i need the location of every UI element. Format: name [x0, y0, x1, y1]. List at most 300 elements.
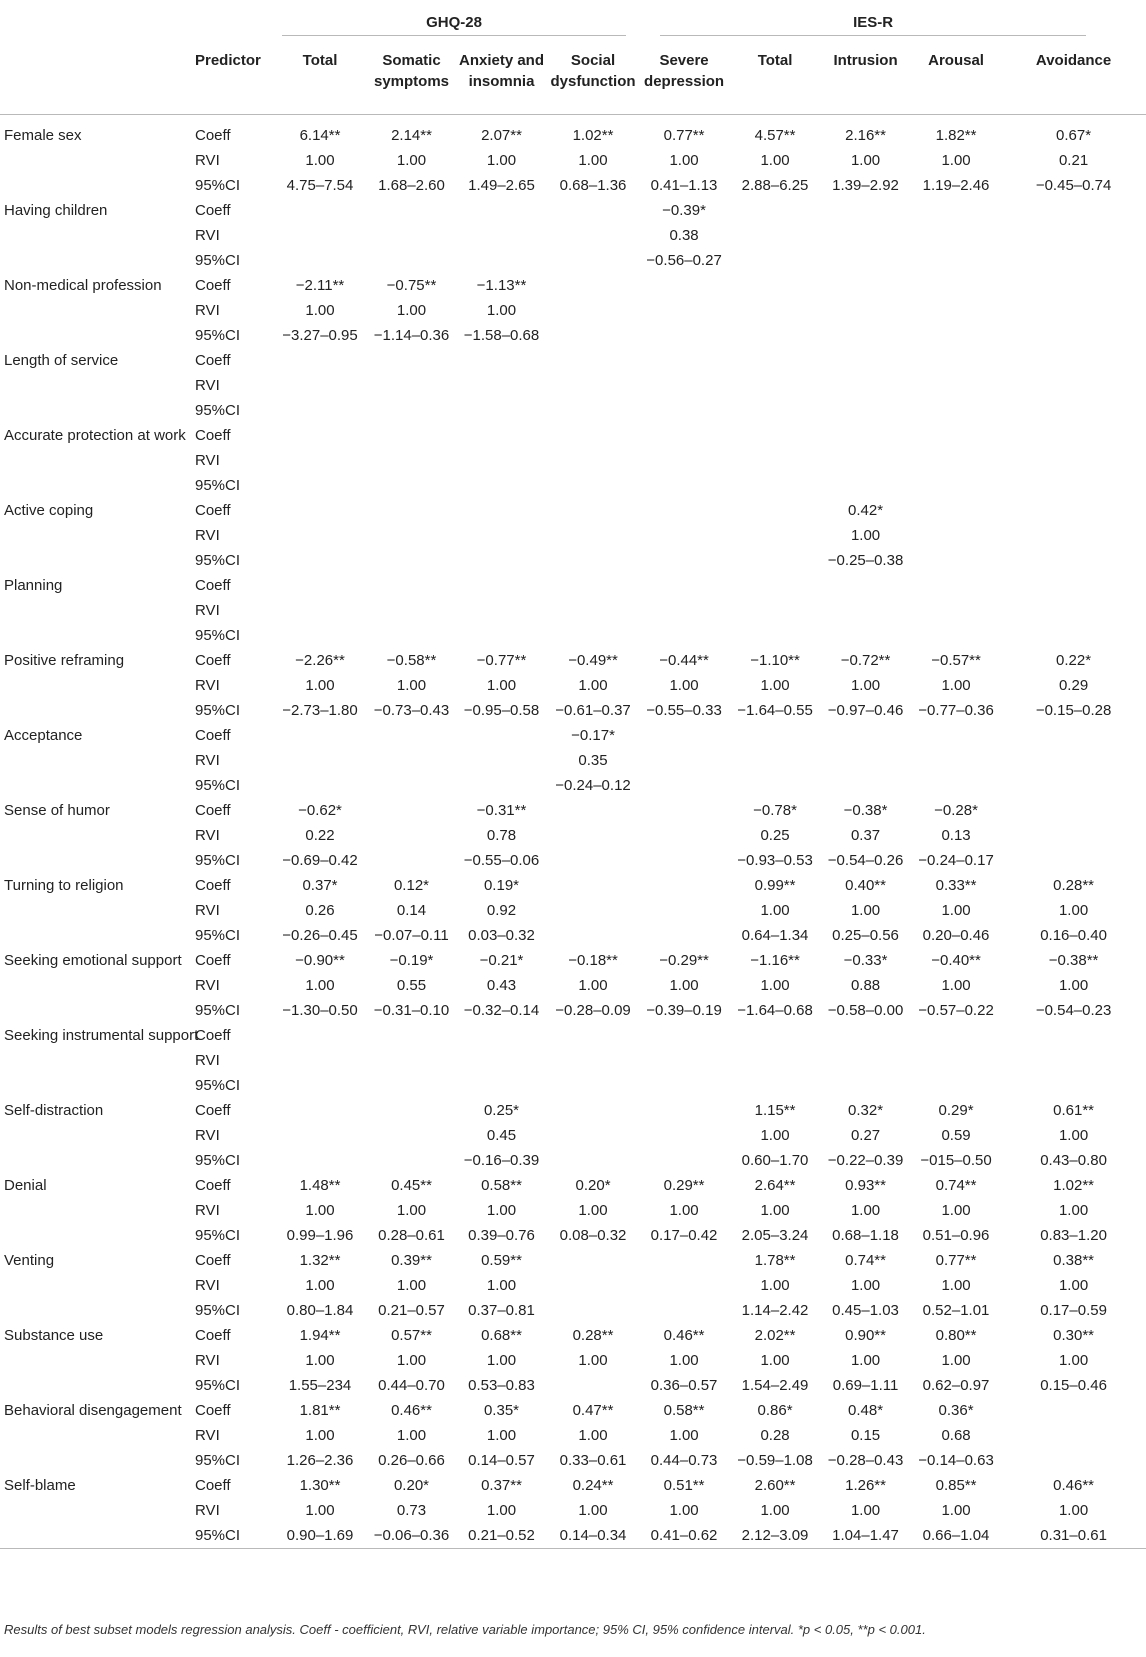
stat-label: RVI [195, 1127, 220, 1144]
stat-value: −2.26** [295, 652, 345, 669]
stat-value [455, 373, 548, 398]
stat-value [368, 348, 455, 373]
stat-value: 1.26–2.36 [286, 1452, 354, 1469]
stat-value: 0.61** [1053, 1102, 1095, 1119]
stat-value: 1.00 [669, 677, 699, 694]
stat-value: 1.54–2.49 [741, 1377, 809, 1394]
stat-value [911, 723, 1001, 748]
stat-value [1001, 1073, 1146, 1098]
predictor-label: Planning [4, 577, 63, 594]
stat-value: −0.97–0.46 [827, 702, 904, 719]
table-row [0, 773, 1146, 798]
stat-value [730, 198, 820, 223]
stat-value: 0.14 [396, 902, 427, 919]
stat-value: −0.32–0.14 [463, 1002, 540, 1019]
stat-value: 1.00 [578, 1202, 608, 1219]
table-row [0, 673, 1146, 698]
column-header [730, 46, 820, 115]
stat-value [548, 448, 638, 473]
stat-value [638, 573, 730, 598]
stat-label: Coeff [195, 1252, 231, 1269]
stat-value [820, 298, 911, 323]
stat-value [638, 348, 730, 373]
stat-value [1001, 848, 1146, 873]
stat-value: −0.55–0.33 [646, 702, 722, 719]
predictor-label [0, 598, 195, 623]
table-row [0, 1423, 1146, 1448]
stat-value: 1.00 [669, 1202, 699, 1219]
stat-value: 0.46** [663, 1327, 705, 1344]
stat-value [548, 373, 638, 398]
stat-value [455, 598, 548, 623]
stat-value [272, 448, 368, 473]
stat-value: −0.49** [568, 652, 618, 669]
stat-value [1001, 723, 1146, 748]
stat-value: 1.00 [396, 1427, 427, 1444]
stat-value [730, 498, 820, 523]
predictor-label [0, 623, 195, 648]
stat-value: 1.00 [396, 677, 427, 694]
stat-label: Coeff [195, 277, 231, 294]
table-row [0, 723, 1146, 748]
stat-value: 0.37** [481, 1477, 522, 1494]
stat-value: 1.00 [1058, 1502, 1089, 1519]
stat-value [730, 373, 820, 398]
stat-label: 95%CI [195, 1152, 241, 1169]
stat-value: 1.00 [578, 1427, 608, 1444]
predictor-label: Seeking instrumental support [4, 1027, 199, 1044]
stat-value [272, 373, 368, 398]
table-row [0, 1323, 1146, 1348]
stat-value [820, 623, 911, 648]
stat-value [548, 248, 638, 273]
stat-value [548, 1048, 638, 1073]
stat-label: Coeff [195, 1102, 231, 1119]
stat-value [272, 623, 368, 648]
predictor-label [0, 773, 195, 798]
stat-value: 2.14** [391, 127, 432, 144]
stat-value [455, 1048, 548, 1073]
stat-value: 1.00 [941, 1277, 971, 1294]
stat-value [548, 1098, 638, 1123]
stat-value: 0.19* [483, 877, 520, 894]
table-row [0, 248, 1146, 273]
stat-value: −0.24–0.17 [918, 852, 994, 869]
stat-value: 1.00 [760, 677, 790, 694]
stat-value [911, 1048, 1001, 1073]
predictor-label: Having children [4, 202, 108, 219]
stat-value [455, 548, 548, 573]
stat-value: −0.33* [843, 952, 888, 969]
stat-value: 1.00 [1058, 1202, 1089, 1219]
stat-value [730, 623, 820, 648]
predictor-label [0, 1198, 195, 1223]
stat-value: 1.00 [578, 152, 608, 169]
stat-label: Coeff [195, 1477, 231, 1494]
stat-value: 0.42* [848, 502, 884, 519]
stat-label: Coeff [195, 877, 231, 894]
stat-value: 4.75–7.54 [286, 177, 354, 194]
stat-value: 0.51–0.96 [922, 1227, 990, 1244]
stat-value: 0.03–0.32 [468, 927, 535, 944]
stat-value: 1.00 [1058, 1127, 1089, 1144]
table-row [0, 948, 1146, 973]
stat-value: 0.55 [396, 977, 427, 994]
stat-value [638, 1248, 730, 1273]
stat-value: 0.62–0.97 [922, 1377, 990, 1394]
stat-value [911, 423, 1001, 448]
stat-value: 1.30** [299, 1477, 341, 1494]
stat-value [272, 1073, 368, 1098]
stat-value: 0.47** [572, 1402, 614, 1419]
predictor-label [0, 1373, 195, 1398]
predictor-label: Acceptance [4, 727, 83, 744]
stat-value: 1.00 [486, 1277, 517, 1294]
stat-label: RVI [195, 752, 220, 769]
stat-value [455, 773, 548, 798]
stat-value [911, 623, 1001, 648]
predictor-label: Sense of humor [4, 802, 110, 819]
stat-value [730, 348, 820, 373]
stat-value: −0.62* [298, 802, 342, 819]
predictor-label [0, 398, 195, 423]
stat-value [368, 448, 455, 473]
stat-value: 1.00 [941, 977, 971, 994]
stat-value [455, 723, 548, 748]
stat-value [548, 298, 638, 323]
predictor-label [0, 823, 195, 848]
stat-value [911, 473, 1001, 498]
stat-value [1001, 473, 1146, 498]
stat-value: 0.39** [391, 1252, 432, 1269]
table-row [0, 523, 1146, 548]
stat-value [272, 1148, 368, 1173]
stat-value [638, 598, 730, 623]
stat-value: −1.58–0.68 [463, 327, 540, 344]
predictor-label [0, 1348, 195, 1373]
table-row [0, 448, 1146, 473]
stat-value: −0.58** [386, 652, 437, 669]
stat-value [638, 1048, 730, 1073]
stat-value [820, 348, 911, 373]
table-row [0, 1348, 1146, 1373]
stat-value [638, 498, 730, 523]
stat-value: 0.43–0.80 [1040, 1152, 1107, 1169]
stat-value: 0.35* [483, 1402, 520, 1419]
stat-value: 2.16** [845, 127, 886, 144]
stat-value: 1.00 [760, 902, 790, 919]
stat-value [638, 623, 730, 648]
stat-label: 95%CI [195, 252, 241, 269]
table-row [0, 1523, 1146, 1549]
stat-value: −0.69–0.42 [282, 852, 358, 869]
stat-value: 0.33** [935, 877, 977, 894]
stat-value: 1.78** [754, 1252, 796, 1269]
stat-value [730, 748, 820, 773]
stat-value [548, 523, 638, 548]
stat-value [638, 748, 730, 773]
predictor-label [0, 223, 195, 248]
stat-value [548, 398, 638, 423]
stat-value: −0.39–0.19 [646, 1002, 722, 1019]
table-row [0, 473, 1146, 498]
stat-label: Coeff [195, 577, 231, 594]
stat-value: 1.00 [760, 152, 790, 169]
predictor-label: Self-distraction [4, 1102, 104, 1119]
stat-value [455, 348, 548, 373]
stat-value: 1.00 [486, 1502, 517, 1519]
stat-value [548, 423, 638, 448]
table-row [0, 698, 1146, 723]
stat-value [820, 723, 911, 748]
stat-value [820, 773, 911, 798]
stat-value: 0.59 [941, 1127, 971, 1144]
stat-value [368, 1023, 455, 1048]
column-header-line: insomnia [468, 73, 535, 90]
stat-value: 0.92 [486, 902, 517, 919]
stat-value [638, 298, 730, 323]
stat-value: −1.30–0.50 [282, 1002, 358, 1019]
stat-value: 0.32* [848, 1102, 884, 1119]
stat-value [911, 1073, 1001, 1098]
stat-value: −0.75** [386, 277, 437, 294]
stat-value: −0.72** [840, 652, 891, 669]
stat-value [272, 423, 368, 448]
column-header-row [0, 46, 1146, 115]
table-row [0, 423, 1146, 448]
stat-value: 1.00 [305, 302, 335, 319]
stat-value: 0.12* [393, 877, 430, 894]
stat-value: 0.31–0.61 [1001, 1523, 1146, 1549]
predictor-label [0, 473, 195, 498]
stat-value [1001, 1398, 1146, 1423]
stat-label: 95%CI [195, 1077, 241, 1094]
table-row [0, 373, 1146, 398]
stat-value: 2.07** [481, 127, 522, 144]
table-row [0, 648, 1146, 673]
stat-label: Coeff [195, 1327, 231, 1344]
predictor-label [0, 1148, 195, 1173]
stat-value [730, 1073, 820, 1098]
stat-value [455, 223, 548, 248]
stat-value [638, 448, 730, 473]
stat-value: 1.00 [578, 1352, 608, 1369]
stat-value [368, 573, 455, 598]
stat-label: Coeff [195, 352, 231, 369]
stat-value: −0.54–0.23 [1035, 1002, 1112, 1019]
stat-value: 0.86* [757, 1402, 793, 1419]
stat-value: −0.58–0.00 [827, 1002, 904, 1019]
stat-value [368, 1048, 455, 1073]
stat-value: 0.21–0.57 [378, 1302, 445, 1319]
table-row [0, 1473, 1146, 1498]
predictor-label [0, 373, 195, 398]
stat-value: 0.73 [396, 1502, 427, 1519]
stat-value: 0.17–0.42 [650, 1227, 718, 1244]
predictor-label: Denial [4, 1177, 47, 1194]
stat-label: 95%CI [195, 852, 241, 869]
stat-value: 1.00 [305, 1277, 335, 1294]
stat-value: 1.00 [850, 1502, 881, 1519]
stat-label: 95%CI [195, 402, 241, 419]
stat-value [368, 823, 455, 848]
stat-label: Coeff [195, 952, 231, 969]
predictor-label: Venting [4, 1252, 55, 1269]
predictor-label [0, 448, 195, 473]
stat-value [638, 723, 730, 748]
stat-value [455, 1023, 548, 1048]
stat-value: 1.00 [760, 977, 790, 994]
table-row [0, 1398, 1146, 1423]
stat-value: 0.38** [1053, 1252, 1095, 1269]
stat-value: −015–0.50 [920, 1152, 992, 1169]
predictor-label: Accurate protection at work [4, 427, 186, 444]
stat-value: −2.11** [295, 277, 345, 294]
table-row [0, 548, 1146, 573]
table-row [0, 1048, 1146, 1073]
stat-value [730, 573, 820, 598]
predictor-label: Behavioral disengagement [4, 1402, 182, 1419]
stat-value [730, 723, 820, 748]
stat-value [730, 273, 820, 298]
stat-value: 1.00 [850, 152, 881, 169]
stat-value: 1.00 [669, 1502, 699, 1519]
stat-value [272, 198, 368, 223]
stat-value: 0.28–0.61 [378, 1227, 445, 1244]
stat-value [911, 598, 1001, 623]
stat-value [911, 223, 1001, 248]
stat-value [911, 273, 1001, 298]
stat-value: 1.00 [396, 302, 427, 319]
stat-value: 1.00 [850, 1277, 881, 1294]
stat-value: 0.20* [393, 1477, 430, 1494]
stat-label: Coeff [195, 202, 231, 219]
stat-label: Coeff [195, 1177, 231, 1194]
stat-value: 0.90–1.69 [272, 1523, 368, 1549]
stat-value [730, 598, 820, 623]
table-body [0, 115, 1146, 1549]
stat-value: −0.56–0.27 [646, 252, 722, 269]
column-header-line: Social [570, 52, 616, 69]
stat-value: 0.22* [1056, 652, 1092, 669]
table-row [0, 1148, 1146, 1173]
stat-value: 1.00 [850, 1352, 881, 1369]
stat-value [1001, 273, 1146, 298]
stat-value [548, 323, 638, 348]
stat-label: 95%CI [195, 1377, 241, 1394]
stat-value: 0.08–0.32 [559, 1227, 627, 1244]
predictor-label [0, 148, 195, 173]
table-row [0, 123, 1146, 148]
stat-value: 1.00 [305, 677, 335, 694]
predictor-label [0, 898, 195, 923]
stat-label: RVI [195, 227, 220, 244]
stat-label: Coeff [195, 727, 231, 744]
stat-value [820, 223, 911, 248]
stat-value [820, 1023, 911, 1048]
stat-value [548, 198, 638, 223]
stat-value [1001, 423, 1146, 448]
stat-label: 95%CI [195, 1452, 241, 1469]
stat-value [911, 498, 1001, 523]
stat-value [1001, 323, 1146, 348]
table-row [0, 898, 1146, 923]
table-row [0, 848, 1146, 873]
stat-value [1001, 823, 1146, 848]
column-header-line: symptoms [373, 73, 450, 90]
stat-value: 0.29 [1058, 677, 1089, 694]
stat-value: 1.55–234 [288, 1377, 352, 1394]
stat-value [368, 548, 455, 573]
stat-value [730, 398, 820, 423]
stat-value: 0.26–0.66 [378, 1452, 445, 1469]
stat-value [1001, 598, 1146, 623]
stat-value: 1.00 [760, 1277, 790, 1294]
predictor-label: Seeking emotional support [4, 952, 182, 969]
stat-value [368, 773, 455, 798]
stat-label: RVI [195, 1427, 220, 1444]
column-header-line: depression [644, 73, 725, 90]
stat-value [911, 373, 1001, 398]
stat-value: 1.00 [850, 527, 881, 544]
stat-value [911, 298, 1001, 323]
stat-value: 1.00 [850, 1202, 881, 1219]
stat-value: 0.44–0.73 [650, 1452, 718, 1469]
stat-value: 1.00 [941, 1502, 971, 1519]
stat-value [368, 248, 455, 273]
stat-value [730, 523, 820, 548]
stat-value: 2.88–6.25 [741, 177, 809, 194]
stat-value: 0.37–0.81 [468, 1302, 535, 1319]
stat-label: RVI [195, 1502, 220, 1519]
stat-value: 0.15 [850, 1427, 881, 1444]
stat-value [368, 623, 455, 648]
stat-value: 0.22 [305, 827, 335, 844]
stat-value [272, 1023, 368, 1048]
predictor-label [0, 1048, 195, 1073]
stat-value: −0.93–0.53 [737, 852, 813, 869]
stat-value: 0.68–1.18 [832, 1227, 899, 1244]
stat-value: −2.73–1.80 [282, 702, 358, 719]
stat-value [272, 748, 368, 773]
stat-label: 95%CI [195, 327, 241, 344]
stat-value: −0.28* [934, 802, 978, 819]
stat-value: −0.18** [568, 952, 618, 969]
stat-value [730, 1023, 820, 1048]
stat-value: 0.28** [1053, 877, 1095, 894]
table-caption: Results of best subset models regression analysis. Coeff - coefficient, RVI, relative variable importance; 95% CI, 95% confidence interval. *p < 0.05, **p < 0.001. [4, 1622, 926, 1637]
stat-value [911, 198, 1001, 223]
stat-value [820, 398, 911, 423]
stat-value [820, 573, 911, 598]
stat-value [1001, 523, 1146, 548]
stat-value: 1.15** [754, 1102, 796, 1119]
stat-value [820, 323, 911, 348]
stat-value: 1.00 [396, 1352, 427, 1369]
predictor-label [0, 1073, 195, 1098]
stat-value: 0.51** [663, 1477, 705, 1494]
stat-value: 0.74** [845, 1252, 886, 1269]
stat-value [455, 498, 548, 523]
stat-value: 0.14–0.57 [468, 1452, 535, 1469]
stat-value: 0.60–1.70 [741, 1152, 809, 1169]
stat-value: 0.30** [1053, 1327, 1095, 1344]
stat-value: 1.00 [669, 977, 699, 994]
table-row [0, 623, 1146, 648]
stat-value: 0.36* [938, 1402, 974, 1419]
stat-value [455, 248, 548, 273]
stat-value [548, 1073, 638, 1098]
